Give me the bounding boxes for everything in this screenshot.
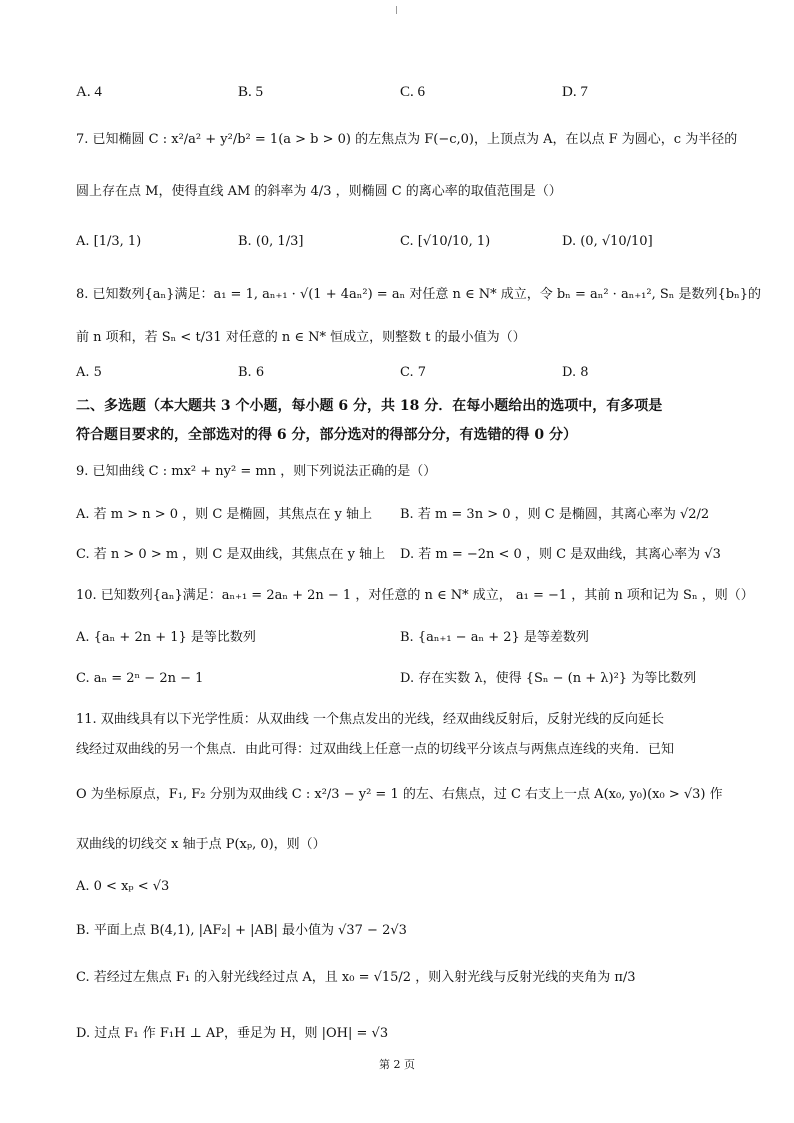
q8-line-1: 8. 已知数列{aₙ}满足：a₁ = 1, aₙ₊₁ · √(1 + 4aₙ²) = aₙ 对任意 n ∈ N* 成立，令 bₙ = aₙ² · aₙ₊₁², Sₙ 是数列{bₙ}的 xyxy=(76,287,762,302)
q10-stem: 10. 已知数列{aₙ}满足：aₙ₊₁ = 2aₙ + 2n − 1 ，对任意的 n ∈ N* 成立， a₁ = −1 ，其前 n 项和记为 Sₙ ，则（） xyxy=(76,588,754,603)
q11-option-a: A. 0 < xₚ < √3 xyxy=(76,879,170,894)
q8-option-a: A. 5 xyxy=(76,365,102,380)
q11-line-1: 11. 双曲线具有以下光学性质：从双曲线 一个焦点发出的光线，经双曲线反射后，反射光线的反向延长 xyxy=(76,712,664,727)
q7-line-2: 圆上存在点 M，使得直线 AM 的斜率为 4/3 ，则椭圆 C 的离心率的取值范围是（） xyxy=(76,184,562,199)
q6-option-b: B. 5 xyxy=(238,84,264,100)
q7-option-b: B. (0, 1/3] xyxy=(238,234,304,249)
q10-option-b: B. {aₙ₊₁ − aₙ + 2} 是等差数列 xyxy=(400,630,589,645)
q8-option-b: B. 6 xyxy=(238,365,265,380)
q10-option-a: A. {aₙ + 2n + 1} 是等比数列 xyxy=(76,630,256,645)
q11-option-b: B. 平面上点 B(4,1), |AF₂| + |AB| 最小值为 √37 − 2√3 xyxy=(76,923,407,938)
q8-option-d: D. 8 xyxy=(562,365,589,380)
q11-line-3: O 为坐标原点，F₁, F₂ 分别为双曲线 C : x²/3 − y² = 1 的左、右焦点，过 C 右支上一点 A(x₀, y₀)(x₀ > √3) 作 xyxy=(76,787,723,802)
q10-option-c: C. aₙ = 2ⁿ − 2n − 1 xyxy=(76,671,204,686)
q11-line-4: 双曲线的切线交 x 轴于点 P(xₚ, 0)，则（） xyxy=(76,837,326,852)
q8-option-c: C. 7 xyxy=(400,365,427,380)
q9-option-a: A. 若 m > n > 0 ，则 C 是椭圆，其焦点在 y 轴上 xyxy=(76,507,373,522)
q6-option-d: D. 7 xyxy=(562,84,588,100)
q7-option-c: C. [√10/10, 1) xyxy=(400,234,491,249)
q10-option-d: D. 存在实数 λ，使得 {Sₙ − (n + λ)²} 为等比数列 xyxy=(400,671,697,686)
q7-option-a: A. [1/3, 1) xyxy=(76,234,142,249)
q6-option-a: A. 4 xyxy=(76,84,102,100)
q7-line-1: 7. 已知椭圆 C : x²/a² + y²/b² = 1(a > b > 0) 的左焦点为 F(−c,0)，上顶点为 A，在以点 F 为圆心，c 为半径的 xyxy=(76,132,738,147)
section-2-heading-line-2: 符合题目要求的，全部选对的得 6 分，部分选对的得部分分，有选错的得 0 分） xyxy=(76,427,577,443)
q6-option-c: C. 6 xyxy=(400,84,426,100)
q11-line-2: 线经过双曲线的另一个焦点．由此可得：过双曲线上任意一点的切线平分该点与两焦点连线的夹角．已知 xyxy=(76,742,675,757)
q7-option-d: D. (0, √10/10] xyxy=(562,234,653,249)
q9-option-c: C. 若 n > 0 > m ，则 C 是双曲线，其焦点在 y 轴上 xyxy=(76,547,386,562)
q9-option-d: D. 若 m = −2n < 0 ，则 C 是双曲线，其离心率为 √3 xyxy=(400,547,721,562)
q11-option-c: C. 若经过左焦点 F₁ 的入射光线经过点 A，且 x₀ = √15/2 ，则入射光线与反射光线的夹角为 π/3 xyxy=(76,970,636,985)
q9-stem: 9. 已知曲线 C : mx² + ny² = mn ，则下列说法正确的是（） xyxy=(76,464,437,479)
section-2-heading-line-1: 二、多选题（本大题共 3 个小题，每小题 6 分，共 18 分．在每小题给出的选项中，有多项是 xyxy=(76,398,663,414)
page-number: 第 2 页 xyxy=(379,1058,415,1071)
header-mark xyxy=(396,6,397,14)
q9-option-b: B. 若 m = 3n > 0 ，则 C 是椭圆，其离心率为 √2/2 xyxy=(400,507,710,522)
q8-line-2: 前 n 项和，若 Sₙ < t/31 对任意的 n ∈ N* 恒成立，则整数 t 的最小值为（） xyxy=(76,330,526,345)
q11-option-d: D. 过点 F₁ 作 F₁H ⊥ AP，垂足为 H，则 |OH| = √3 xyxy=(76,1026,389,1041)
